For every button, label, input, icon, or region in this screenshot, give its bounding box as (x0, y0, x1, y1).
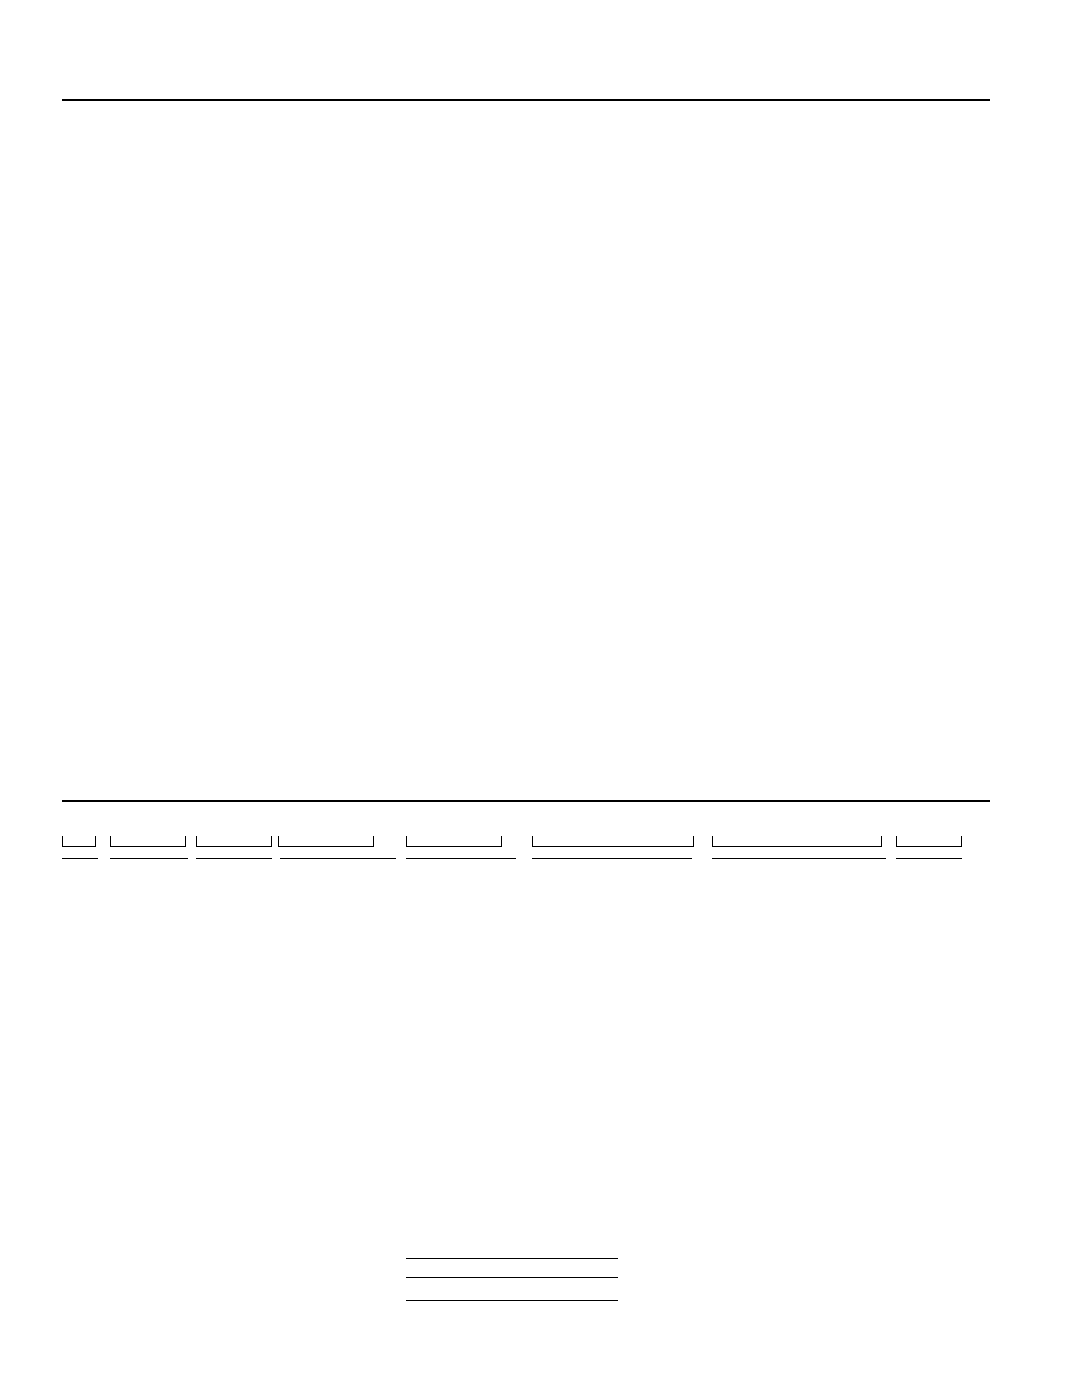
footer-contact (279, 1356, 305, 1367)
product-block-2 (543, 100, 983, 780)
product-block-1 (62, 100, 502, 780)
